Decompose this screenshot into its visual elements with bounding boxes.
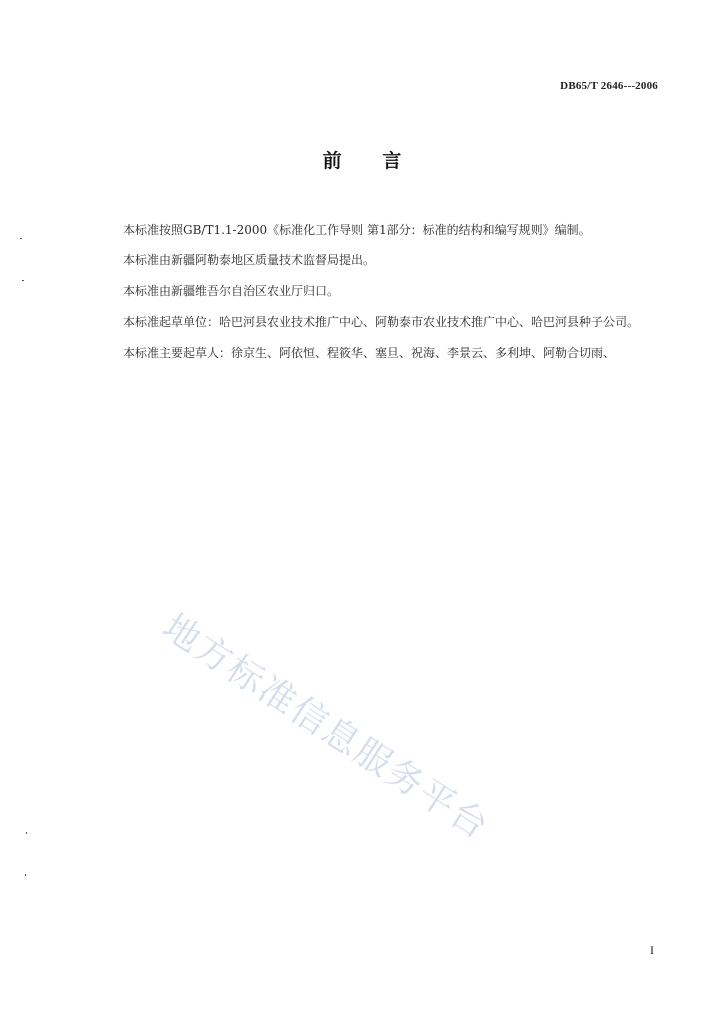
paragraph-main-drafters: 本标准主要起草人：徐京生、阿依恒、程筱华、塞旦、祝海、李景云、多利坤、阿勒合切雨、 [123, 346, 616, 360]
paragraph-drafting-units: 本标准起草单位：哈巴河县农业技术推广中心、阿勒泰市农业技术推广中心、哈巴河县种子公司。 [123, 315, 640, 329]
scan-speck [25, 874, 26, 876]
document-code: DB65/T 2646---2006 [560, 80, 658, 92]
scan-speck [26, 832, 27, 834]
page-number: I [650, 943, 654, 957]
paragraph-proposer: 本标准由新疆阿勒泰地区质量技术监督局提出。 [123, 253, 376, 267]
paragraph-drafting-basis: 本标准按照GB/T1.1-2000《标准化工作导则 第1部分：标准的结构和编写规则》编制。 [123, 223, 591, 237]
paragraph-centralized-by: 本标准由新疆维吾尔自治区农业厅归口。 [123, 284, 340, 298]
page-title [0, 146, 724, 173]
watermark: 地方标准信息服务平台 [155, 606, 497, 849]
scan-speck [20, 238, 22, 239]
title-part-2: 言 [382, 150, 402, 172]
scan-speck [22, 280, 24, 281]
title-part-1: 前 [322, 150, 342, 172]
